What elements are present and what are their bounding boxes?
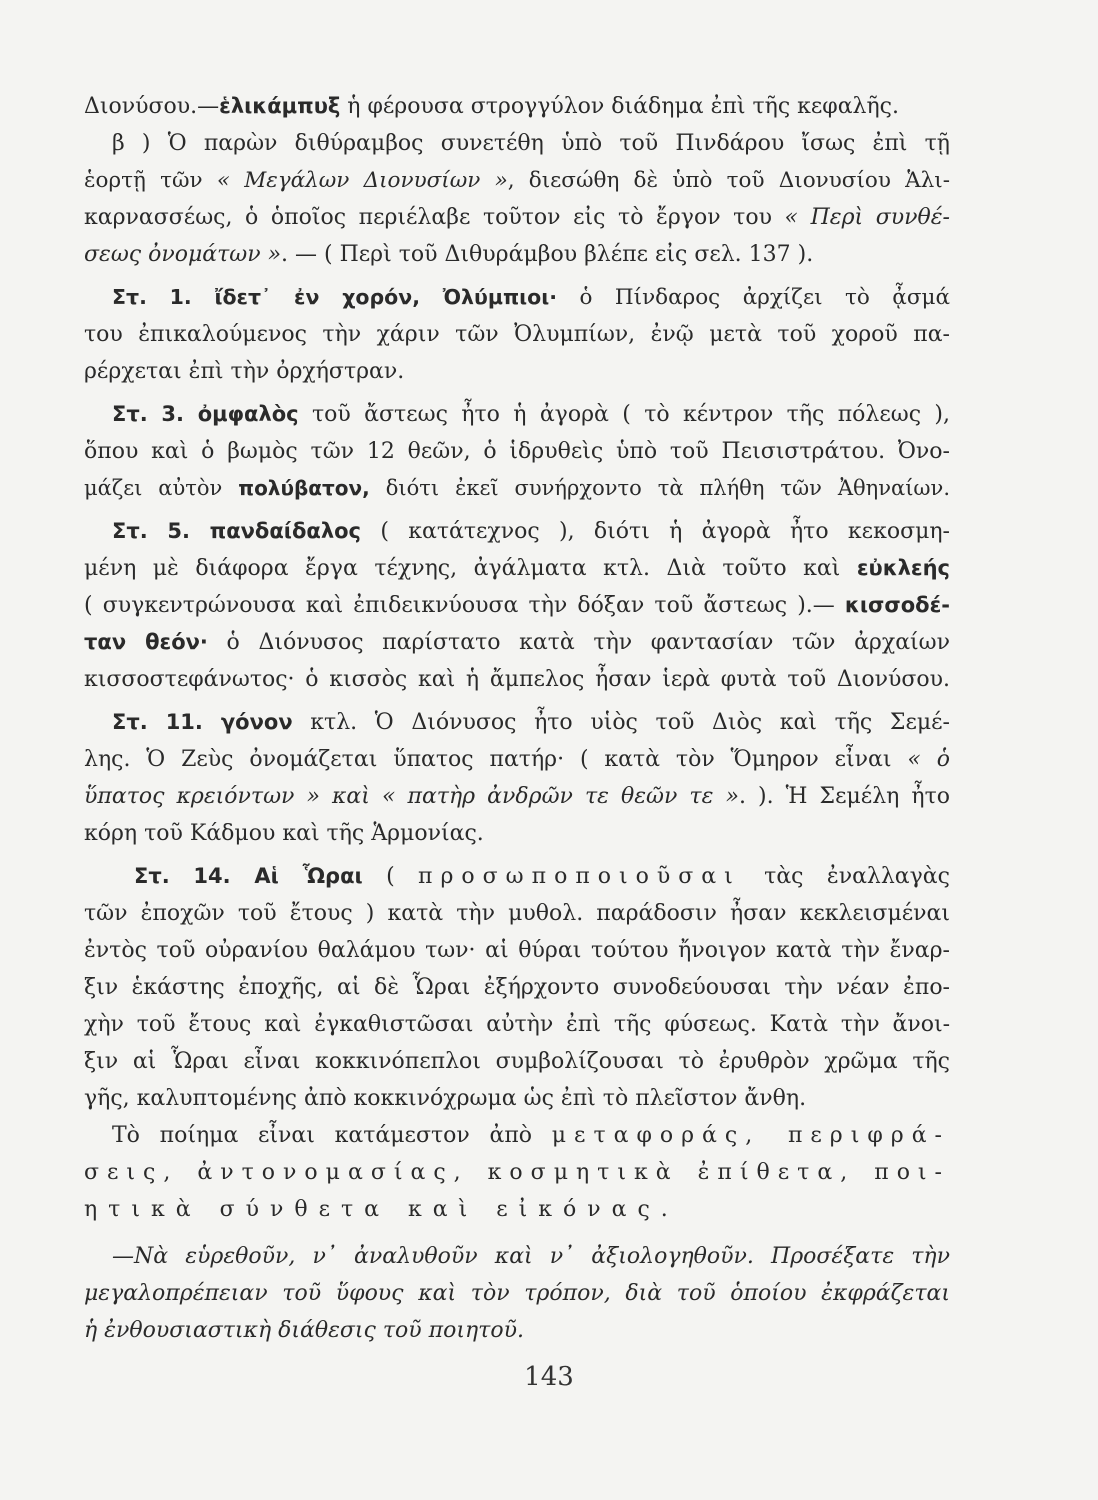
text-segment: ξιν ἑκάστης ἐποχῆς, αἱ δὲ Ὧραι ἐξήρχοντο συνοδεύουσαι τὴν νέαν ἐπο- — [84, 975, 950, 1000]
text-segment: τῶν ἐποχῶν τοῦ ἔτους ) κατὰ τὴν μυθολ. παράδοσιν ἦσαν κεκλεισμέναι — [84, 901, 950, 926]
text-line — [84, 433, 950, 470]
text-line — [84, 1312, 950, 1349]
text-line — [84, 513, 950, 550]
text-line — [84, 1191, 950, 1228]
text-line — [84, 125, 950, 162]
text-line — [84, 236, 950, 273]
text-segment: Τὸ ποίημα εἶναι κατάμεστον ἀπὸ — [112, 1123, 552, 1148]
italic-text: ἡ ἐνθουσιαστικὴ διάθεσις τοῦ ποιητοῦ. — [84, 1318, 524, 1343]
text-segment: διότι ἐκεῖ συνήρχοντο τὰ πλήθη τῶν Ἀθηναίων. — [369, 476, 950, 500]
text-segment: μεταφοράς, περιφρά- — [551, 1123, 950, 1148]
bold-term: πολύβατον, — [238, 476, 370, 500]
text-line — [84, 704, 950, 741]
text-line — [84, 396, 950, 433]
text-segment: λης. Ὁ Ζεὺς ὀνομάζεται ὕπατος πατήρ· ( κατὰ τὸν Ὅμηρον εἶναι — [84, 747, 908, 772]
text-segment: του ἐπικαλούμενος τὴν χάριν τῶν Ὀλυμπίων, ἐνῷ μετὰ τοῦ χοροῦ πα- — [84, 322, 950, 347]
italic-text: « Μεγάλων Διονυσίων » — [216, 168, 508, 193]
text-segment: . — ( Περὶ τοῦ Διθυράμβου βλέπε εἰς σελ. 137 ). — [281, 242, 814, 267]
text-segment: β ) Ὁ παρὼν διθύραμβος συνετέθη ὑπὸ τοῦ Πινδάρου ἴσως ἐπὶ τῇ — [112, 131, 950, 156]
text-segment: κόρη τοῦ Κάδμου καὶ τῆς Ἁρμονίας. — [84, 821, 484, 846]
text-segment: ἡ φέρουσα στρογγύλον διάδημα ἐπὶ τῆς κεφαλῆς. — [340, 94, 899, 119]
text-line — [84, 353, 950, 390]
italic-text: σεως ὀνομάτων » — [84, 242, 282, 267]
italic-text: μεγαλοπρέπειαν τοῦ ὕφους καὶ τὸν τρόπον, διὰ τοῦ ὁποίου ἐκφράζεται — [84, 1281, 950, 1306]
text-line — [84, 1154, 950, 1191]
text-segment: κισσοστεφάνωτος· ὁ κισσὸς καὶ ἡ ἄμπελος ἦσαν ἱερὰ φυτὰ τοῦ Διονύσου. — [84, 667, 950, 692]
text-line — [84, 1117, 950, 1154]
bold-term: ταν θεόν· — [84, 630, 208, 654]
bold-term: ἑλικάμπυξ — [219, 94, 341, 118]
text-segment: ητικὰ σύνθετα καὶ εἰκόνας. — [84, 1197, 679, 1222]
text-segment: Διονύσου.— — [84, 94, 220, 119]
bold-term: Στ. 5. πανδαίδαλος — [112, 519, 361, 543]
text-segment: μένη μὲ διάφορα ἔργα τέχνης, ἀγάλματα κτλ. Διὰ τοῦτο καὶ — [84, 556, 857, 581]
text-segment: τοῦ ἄστεως ἦτο ἡ ἀγορὰ ( τὸ κέντρον τῆς πόλεως ), — [298, 402, 950, 427]
italic-text: ὕπατος κρειόντων » καὶ « πατὴρ ἀνδρῶν τε θεῶν τε » — [84, 784, 739, 809]
text-line — [84, 932, 950, 969]
text-segment: ἐντὸς τοῦ οὐρανίου θαλάμου των· αἱ θύραι τούτου ἤνοιγον κατὰ τὴν ἔναρ- — [84, 938, 950, 963]
text-line — [84, 895, 950, 932]
text-segment: ξιν αἱ Ὧραι εἶναι κοκκινόπεπλοι συμβολίζουσαι τὸ ἐρυθρὸν χρῶμα τῆς — [84, 1049, 950, 1074]
text-line — [84, 1043, 950, 1080]
text-segment: ὁ Διόνυσος παρίστατο κατὰ τὴν φαντασίαν τῶν ἀρχαίων — [207, 630, 950, 655]
text-segment: γῆς, καλυπτομένης ἀπὸ κοκκινόχρωμα ὡς ἐπὶ τὸ πλεῖστον ἄνθη. — [84, 1086, 807, 1111]
text-line — [84, 88, 950, 125]
italic-text: —Νὰ εὑρεθοῦν, ν᾽ ἀναλυθοῦν καὶ ν᾽ ἀξιολογηθοῦν. Προσέξατε τὴν — [112, 1244, 950, 1269]
bold-term: Στ. 14. Αἱ Ὧραι — [134, 864, 363, 888]
text-line — [84, 741, 950, 778]
text-line — [84, 587, 950, 624]
text-segment: καρνασσέως, ὁ ὁποῖος περιέλαβε τοῦτον εἰς τὸ ἔργον του — [84, 205, 785, 230]
italic-text: « ὁ — [907, 747, 950, 772]
text-segment: τὰς ἐναλλαγὰς — [740, 864, 950, 889]
text-line — [84, 778, 950, 815]
text-segment: χὴν τοῦ ἔτους καὶ ἐγκαθιστῶσαι αὐτὴν ἐπὶ τῆς φύσεως. Κατὰ τὴν ἄνοι- — [84, 1012, 950, 1037]
text-line — [84, 470, 950, 507]
text-segment: ρέρχεται ἐπὶ τὴν ὀρχήστραν. — [84, 359, 405, 384]
text-line — [84, 199, 950, 236]
bold-term: Στ. 3. ὀμφαλὸς — [112, 402, 299, 426]
bold-term: Στ. 1. ἴδετ᾽ ἐν χορόν, Ὀλύμπιοι· — [112, 285, 558, 309]
text-segment: ἑορτῇ τῶν — [84, 168, 217, 193]
page-number: 143 — [524, 1362, 574, 1392]
text-segment: μάζει αὐτὸν — [84, 476, 239, 500]
text-line — [84, 279, 950, 316]
bold-term: κισσοδέ- — [844, 593, 950, 617]
italic-text: « Περὶ συνθέ- — [784, 205, 950, 230]
text-line — [84, 1238, 950, 1275]
text-segment: . ). Ἡ Σεμέλη ἦτο — [738, 784, 950, 809]
text-segment: ὅπου καὶ ὁ βωμὸς τῶν 12 θεῶν, ὁ ἱδρυθεὶς ὑπὸ τοῦ Πεισιστράτου. Ὀνο- — [84, 439, 950, 464]
body-text — [84, 88, 950, 1349]
text-segment: ( — [362, 864, 419, 889]
text-line — [84, 1275, 950, 1312]
text-line — [84, 1080, 950, 1117]
text-segment: προσωποποιοῦσαι — [418, 864, 741, 889]
bold-term: Στ. 11. γόνον — [112, 710, 293, 734]
text-line — [84, 550, 950, 587]
text-line — [84, 969, 950, 1006]
text-line — [84, 162, 950, 199]
text-segment: , διεσώθη δὲ ὑπὸ τοῦ Διονυσίου Ἁλι- — [507, 168, 950, 193]
text-segment: σεις, ἀντονομασίας, κοσμητικὰ ἐπίθετα, ποι- — [84, 1160, 950, 1185]
text-line — [84, 624, 950, 661]
text-segment: ( συγκεντρώνουσα καὶ ἐπιδεικνύουσα τὴν δόξαν τοῦ ἄστεως ).— — [84, 593, 845, 618]
text-line — [84, 858, 950, 895]
text-segment: ( κατάτεχνος ), διότι ἡ ἀγορὰ ἦτο κεκοσμη- — [361, 519, 950, 544]
text-segment: κτλ. Ὁ Διόνυσος ἦτο υἱὸς τοῦ Διὸς καὶ τῆς Σεμέ- — [292, 710, 950, 735]
text-line — [84, 316, 950, 353]
text-line — [84, 661, 950, 698]
text-line — [84, 815, 950, 852]
bold-term: εὐκλεής — [856, 556, 950, 580]
text-segment: ὁ Πίνδαρος ἀρχίζει τὸ ᾆσμά — [557, 285, 950, 310]
text-line — [84, 1006, 950, 1043]
